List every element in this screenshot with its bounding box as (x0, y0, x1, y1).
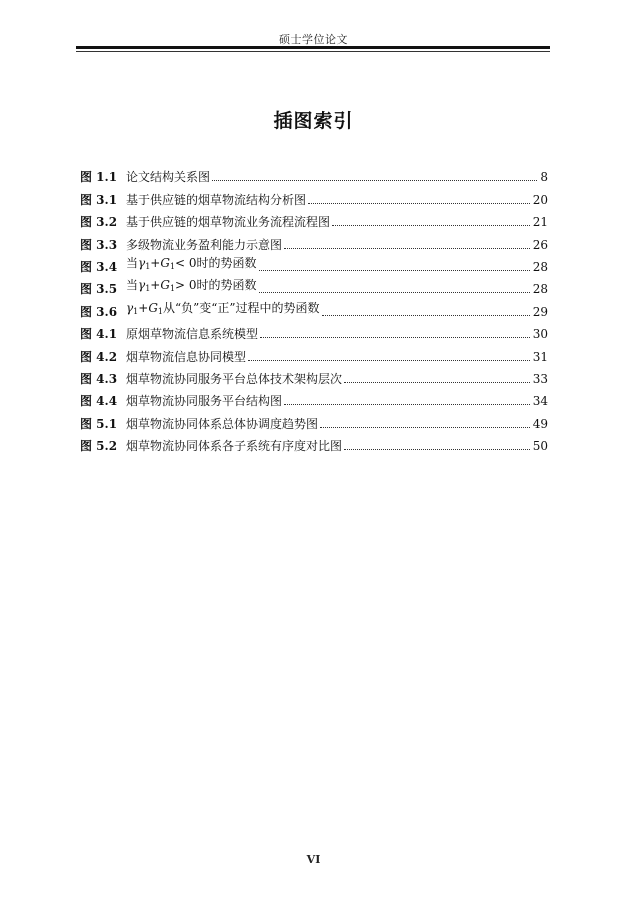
header-title: 硕士学位论文 (279, 33, 348, 46)
page-ref: 33 (532, 371, 548, 386)
figure-caption: 烟草物流协同服务平台总体技术架构层次 (126, 371, 343, 386)
page-ref: 49 (532, 416, 548, 431)
toc-entry[interactable] (80, 162, 548, 184)
figure-caption (126, 278, 257, 296)
figure-caption: 基于供应链的烟草物流结构分析图 (126, 192, 307, 207)
toc-entry[interactable] (80, 364, 548, 386)
caption-suffix: 时的势函数 (196, 278, 257, 293)
math-plus: + (150, 255, 161, 270)
math-relation: < 0 (175, 255, 197, 270)
math-relation: > 0 (175, 278, 197, 293)
figure-number: 图 4.4 (80, 394, 118, 409)
page-ref: 26 (532, 237, 548, 252)
figure-number: 图 3.5 (80, 282, 118, 297)
figure-number: 图 4.3 (80, 371, 118, 386)
toc-entry[interactable] (80, 341, 548, 363)
figure-caption: 原烟草物流信息系统模型 (126, 327, 259, 342)
toc-entry[interactable] (80, 319, 548, 341)
caption-prefix: 当 (126, 255, 139, 270)
dot-leader (284, 403, 530, 405)
dot-leader (248, 359, 530, 361)
toc-entry[interactable] (80, 184, 548, 206)
page-ref: 29 (532, 304, 548, 319)
toc-entry[interactable] (80, 274, 548, 296)
figure-caption: 论文结构关系图 (126, 170, 211, 185)
math-gamma: $\gamma_1$ (126, 300, 139, 316)
toc-entry[interactable] (80, 386, 548, 408)
figure-number: 图 3.1 (80, 192, 118, 207)
toc-entry[interactable] (80, 229, 548, 251)
math-plus: + (138, 300, 149, 315)
dot-leader (212, 179, 537, 181)
figure-caption: 烟草物流协同服务平台结构图 (126, 394, 283, 409)
page-ref: 50 (532, 439, 548, 454)
caption-suffix: 时的势函数 (196, 255, 257, 270)
header-rule-thick (76, 46, 550, 49)
page-ref: 31 (532, 349, 548, 364)
figure-caption (126, 301, 320, 319)
page-ref: 34 (532, 394, 548, 409)
figure-caption: 多级物流业务盈利能力示意图 (126, 237, 283, 252)
figure-caption (126, 256, 257, 274)
figure-index-title: 插图索引 (273, 110, 354, 132)
figure-number: 图 3.2 (80, 215, 118, 230)
dot-leader (259, 291, 530, 293)
dot-leader (320, 426, 530, 428)
dot-leader (284, 247, 530, 249)
dot-leader (332, 224, 530, 226)
figure-index-list (80, 162, 548, 453)
page-ref: 8 (540, 170, 548, 185)
toc-entry[interactable] (80, 296, 548, 318)
figure-number: 图 4.1 (80, 327, 118, 342)
header-rule-thin (76, 51, 550, 52)
dot-leader (344, 381, 530, 383)
math-plus: + (150, 278, 161, 293)
caption-suffix: 从“负”变“正”过程中的势函数 (163, 300, 320, 315)
page-ref: 21 (532, 215, 548, 230)
figure-number: 图 5.2 (80, 439, 118, 454)
math-g: $G_1$ (160, 255, 176, 271)
figure-number: 图 5.1 (80, 416, 118, 431)
figure-caption: 基于供应链的烟草物流业务流程流程图 (126, 215, 331, 230)
dot-leader (344, 448, 530, 450)
math-g: $G_1$ (148, 300, 164, 316)
math-gamma: $\gamma_1$ (138, 255, 151, 271)
page-number: VI (306, 853, 321, 866)
toc-entry[interactable] (80, 252, 548, 274)
page-ref: 30 (532, 327, 548, 342)
caption-prefix: 当 (126, 278, 139, 293)
page-ref: 28 (532, 282, 548, 297)
figure-number: 图 3.3 (80, 237, 118, 252)
figure-caption: 烟草物流协同体系各子系统有序度对比图 (126, 439, 343, 454)
page-ref: 20 (532, 192, 548, 207)
figure-caption: 烟草物流信息协同模型 (126, 349, 247, 364)
figure-number: 图 3.6 (80, 304, 118, 319)
figure-number: 图 3.4 (80, 259, 118, 274)
page-ref: 28 (532, 259, 548, 274)
math-g: $G_1$ (160, 278, 176, 294)
dot-leader (259, 269, 530, 271)
figure-caption: 烟草物流协同体系总体协调度趋势图 (126, 416, 319, 431)
figure-number: 图 4.2 (80, 349, 118, 364)
toc-entry[interactable] (80, 207, 548, 229)
dot-leader (308, 202, 530, 204)
toc-entry[interactable] (80, 431, 548, 453)
figure-number: 图 1.1 (80, 170, 118, 185)
toc-entry[interactable] (80, 408, 548, 430)
dot-leader (260, 336, 530, 338)
dot-leader (322, 314, 530, 316)
math-gamma: $\gamma_1$ (138, 278, 151, 294)
